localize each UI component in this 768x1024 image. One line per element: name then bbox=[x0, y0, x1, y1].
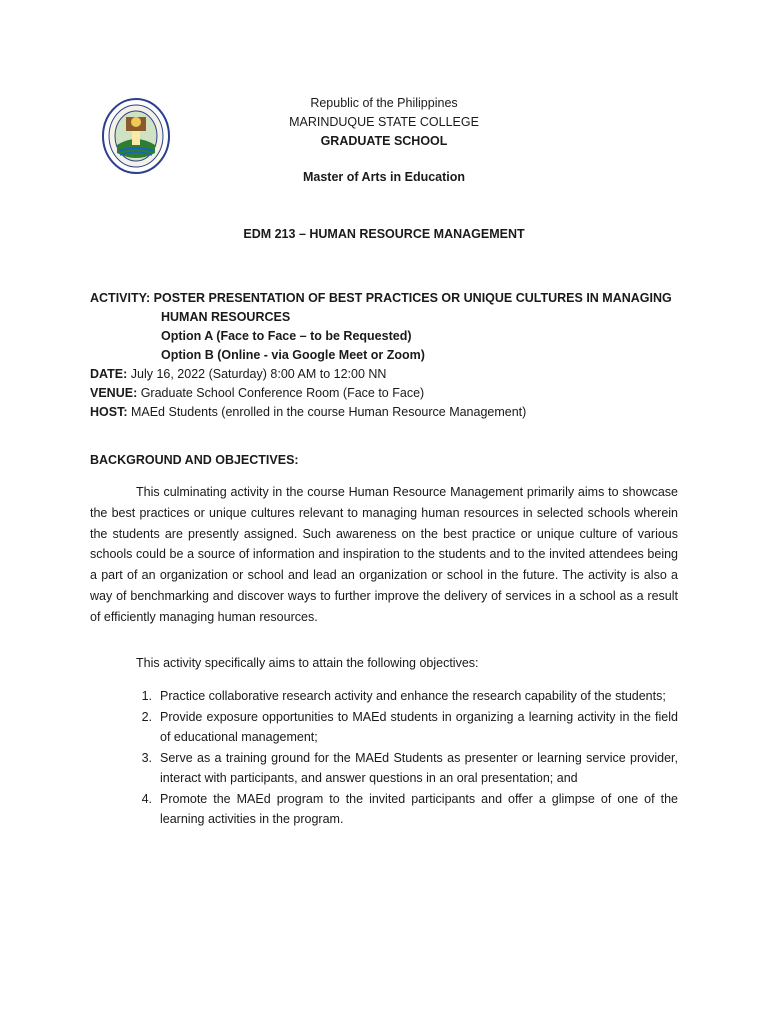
option-a: Option A (Face to Face – to be Requested) bbox=[161, 329, 412, 343]
list-text: Practice collaborative research activity and enhance the research capability of the students; bbox=[160, 689, 666, 703]
objectives-intro: This activity specifically aims to attain the following objectives: bbox=[136, 656, 479, 670]
list-number: 3. bbox=[141, 751, 152, 765]
venue-value: Graduate School Conference Room (Face to Face) bbox=[137, 386, 425, 400]
list-item bbox=[90, 748, 678, 788]
option-b: Option B (Online - via Google Meet or Zoom) bbox=[161, 348, 425, 362]
list-number: 4. bbox=[141, 792, 152, 806]
list-text: Serve as a training ground for the MAEd Students as presenter or learning service provider, interact with participants, and answer questions in an oral presentation; and bbox=[160, 751, 678, 785]
activity-title-continued: HUMAN RESOURCES bbox=[161, 310, 291, 324]
list-number: 2. bbox=[141, 710, 152, 724]
host-value: MAEd Students (enrolled in the course Human Resource Management) bbox=[127, 405, 527, 419]
background-paragraph: This culminating activity in the course Human Resource Management primarily aims to showcase the best practices or unique cultures relevant to managing human resources in selected schools wherein the students are presently assigned. Such awareness on the best practice or unique culture of various schools could be a source of information and inspiration to the students and to the invited attendees being a part of an organization or school and lead an organization or school in the future. The activity is also a way of benchmarking and discover ways to further improve the delivery of services in a school as a result of efficiently managing human resources. bbox=[90, 485, 678, 624]
school-name: GRADUATE SCHOOL bbox=[320, 134, 448, 148]
date-label: DATE: bbox=[90, 367, 128, 381]
degree-program: Master of Arts in Education bbox=[302, 170, 466, 184]
list-item bbox=[90, 789, 678, 829]
host-line bbox=[90, 403, 678, 422]
institution-header bbox=[0, 94, 768, 151]
list-number: 1. bbox=[141, 689, 152, 703]
republic-line: Republic of the Philippines bbox=[310, 96, 458, 110]
venue-line bbox=[90, 384, 678, 403]
background-heading: BACKGROUND AND OBJECTIVES: bbox=[90, 453, 299, 467]
activity-title: POSTER PRESENTATION OF BEST PRACTICES OR UNIQUE CULTURES IN MANAGING bbox=[153, 291, 672, 305]
course-title: EDM 213 – HUMAN RESOURCE MANAGEMENT bbox=[243, 227, 525, 241]
host-label: HOST: bbox=[90, 405, 128, 419]
list-text: Provide exposure opportunities to MAEd students in organizing a learning activity in the field of educational management; bbox=[160, 710, 678, 744]
objectives-list bbox=[90, 686, 678, 830]
date-value: July 16, 2022 (Saturday) 8:00 AM to 12:00 NN bbox=[127, 367, 387, 381]
activity-block bbox=[90, 289, 678, 422]
list-item bbox=[90, 707, 678, 747]
list-item bbox=[90, 686, 678, 706]
college-name: MARINDUQUE STATE COLLEGE bbox=[289, 115, 479, 129]
date-line bbox=[90, 365, 678, 384]
venue-label: VENUE: bbox=[90, 386, 138, 400]
activity-label: ACTIVITY: bbox=[90, 291, 154, 305]
list-text: Promote the MAEd program to the invited participants and offer a glimpse of one of the learning activities in the program. bbox=[160, 792, 678, 826]
